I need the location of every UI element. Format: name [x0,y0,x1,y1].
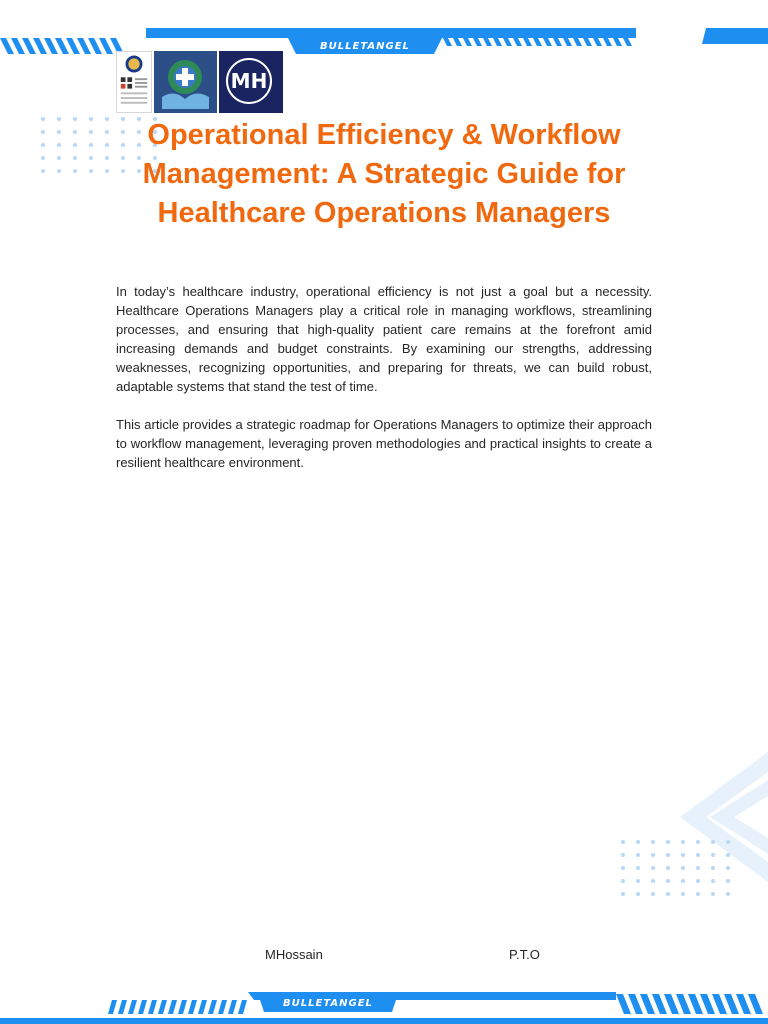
footer-author: MHossain [265,947,323,962]
intro-paragraph: In today’s healthcare industry, operational efficiency is not just a goal but a necessity. Healthcare Operations Managers play a critical role in managing workflows, streamlining processes, and ensuring that high-quality patient care remains at the forefront amid increasing demands and budget constraints. By examining our strengths, addressing weaknesses, recognizing opportunities, and preparing for threats, we can build robust, adaptable systems that stand the test of time. [116,284,652,394]
author-card-logo [116,51,152,113]
dot-grid-right [620,838,740,898]
healthcare-globe-logo [154,51,217,113]
title-line-2: Management: A Strategic Guide for [142,158,626,190]
title-line-1: Operational Efficiency & Workflow [147,119,621,151]
bottom-left-stripes [108,1000,247,1014]
brand-wordmark-top: BULLETANGEL [320,41,410,52]
title-line-3: Healthcare Operations Managers [157,197,611,229]
top-left-stripes [0,38,124,54]
mh-monogram-logo [219,51,283,113]
bottom-right-stripes [616,994,763,1014]
brand-wordmark-bottom: BULLETANGEL [283,998,373,1009]
footer-pto: P.T.O [509,947,540,962]
roadmap-paragraph: This article provides a strategic roadmap for Operations Managers to optimize their approach to workflow management, leveraging proven methodologies and practical insights to create a resilient healthcare environment. [116,417,652,470]
mh-monogram-text: MH [230,69,268,93]
page-title [100,116,668,233]
